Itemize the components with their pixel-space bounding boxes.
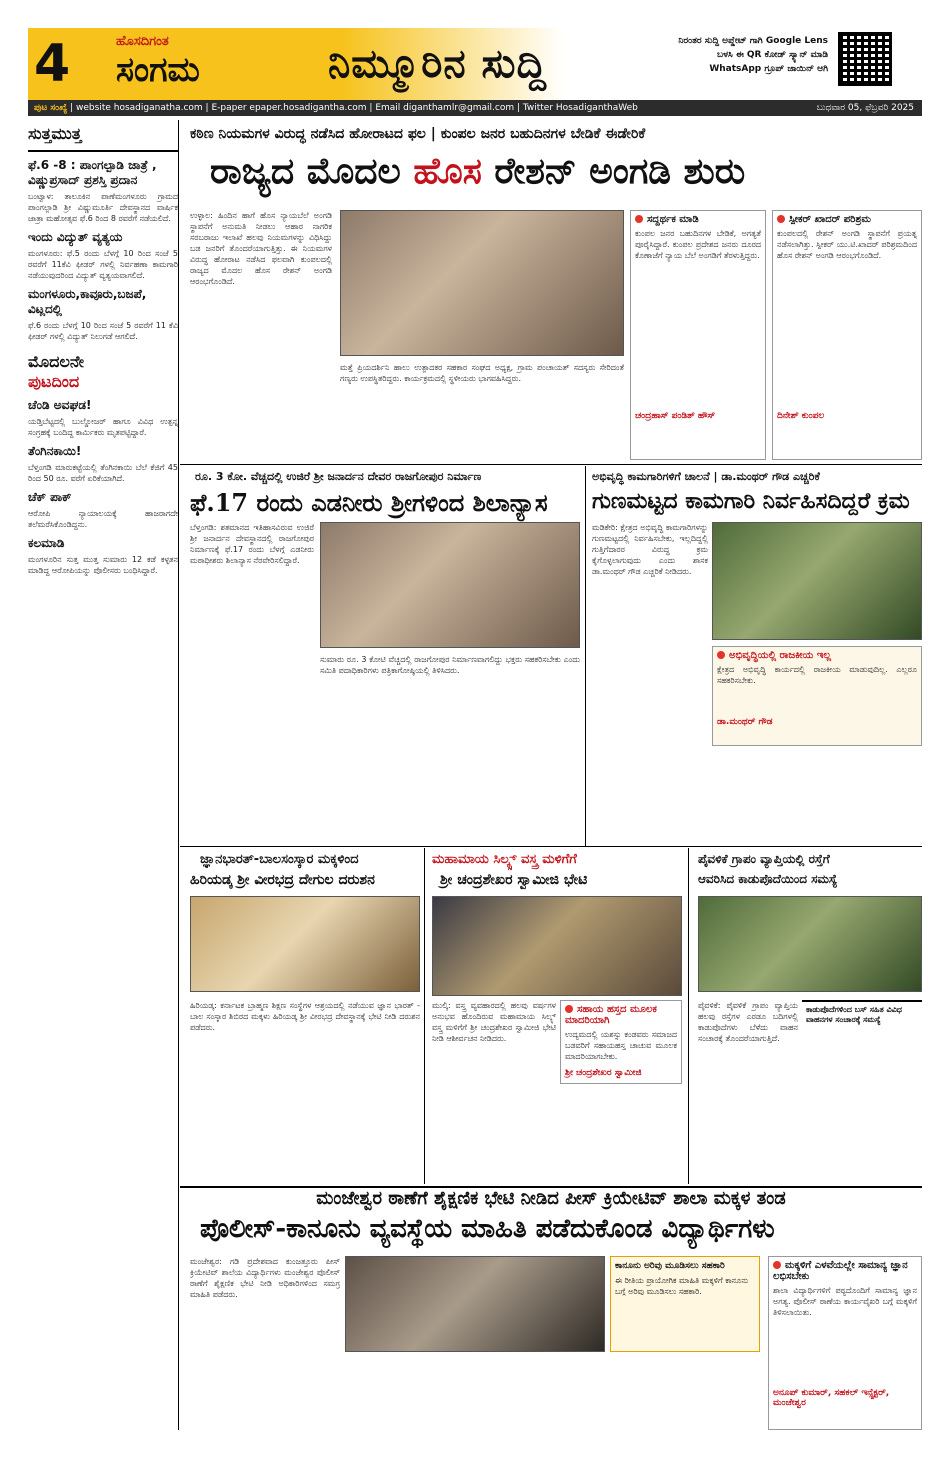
story3-body: ಮಡಿಕೇರಿ: ಕ್ಷೇತ್ರದ ಅಭಿವೃದ್ಧಿ ಕಾಮಗಾರಿಗಳನ್ನು ಗುಣಮಟ್ಟದಲ್ಲಿ ನಿರ್ವಹಿಸಬೇಕು, ಇಲ್ಲದಿದ್ದಲ್ಲಿ ಗುತ್ತಿಗೆದಾರರ ವಿರುದ್ಧ ಕ್ರಮ ಕೈಗೊಳ್ಳಲಾಗುವುದು ಎಂದು ಶಾಸಕ ಡಾ.ಮಂಥರ್ ಗೌಡ ಎಚ್ಚರಿಕೆ ನೀಡಿದರು. — [592, 523, 708, 576]
brand-small: ಹೊಸದಿಗಂತ — [116, 34, 169, 49]
story2-photo — [320, 522, 580, 648]
story7-pill-body: ಈ ರೀತಿಯ ಪ್ರಾಯೋಗಿಕ ಮಾಹಿತಿ ಮಕ್ಕಳಿಗೆ ಕಾನೂನು ಬಗ್ಗೆ ಅರಿವು ಮೂಡಿಸಲು ಸಹಕಾರಿ. — [615, 1276, 749, 1296]
story3-box — [712, 646, 922, 746]
story6-headline1: ಪೈವಳಿಕೆ ಗ್ರಾಪಂ ವ್ಯಾಪ್ತಿಯಲ್ಲಿ ರಸ್ತೆಗೆ — [698, 852, 830, 866]
page-label: ಪುಟ ಸಂಖ್ಯೆ — [34, 103, 68, 113]
story4-body: ಹಿರಿಯಡ್ಕ: ಕರ್ನಾಟಕ ಬ್ರಾಹ್ಮಣ ಶಿಕ್ಷಣ ಸಂಸ್ಥೆಗಳ ಆಶ್ರಯದಲ್ಲಿ ನಡೆಯುವ ಜ್ಞಾನ ಭಾರತ್ - ಬಾಲ ಸಂಸ್ಕಾರ ಶಿಬಿರದ ಮಕ್ಕಳು ಹಿರಿಯಡ್ಕ ಶ್ರೀ ವೀರಭದ್ರ ದೇವಸ್ಥಾನಕ್ಕೆ ಭೇಟಿ ನೀಡಿ ದರುಶನ ಪಡೆದರು. — [190, 1001, 420, 1032]
story3-box-byline: ಡಾ.ಮಂಥರ್ ಗೌಡ — [717, 717, 773, 727]
first-page-label: ಮೊದಲನೇ — [28, 352, 84, 371]
story6-box-title: ಕಾಡುಪೊದೆಗಳಿಂದ ಬಸ್ ಸಹಿತ ವಿವಿಧ ವಾಹನಗಳ ಸಂಚಾರಕ್ಕೆ ಸಮಸ್ಯೆ — [806, 1005, 902, 1024]
story2-headline: ಫೆ.17 ರಂದು ಎಡನೀರು ಶ್ರೀಗಳಿಂದ ಶಿಲಾನ್ಯಾಸ — [190, 488, 548, 517]
box2-byline: ದಿನೇಶ್ ಕುಂಪಲ — [777, 411, 825, 421]
story6-photo — [698, 896, 922, 992]
quote-icon — [565, 1005, 573, 1013]
quote-icon — [635, 215, 643, 223]
box1-body: ಕುಂಪಲ ಜನರ ಬಹುದಿನಗಳ ಬೇಡಿಕೆ, ಅಗತ್ಯತೆ ಪೂರೈಸಿದ್ದಾರೆ. ಕುಂಪಲ ಪ್ರದೇಶದ ಜನರು ದೂರದ ಕೊಣಾಜೆಗೆ ನ್ಯಾಯ ಬೆಲೆ ಅಂಗಡಿಗೆ ತೆರಳುತ್ತಿದ್ದರು. — [635, 229, 761, 260]
story1-box2 — [772, 210, 922, 460]
story5-box-title: ಸಹಾಯ ಹಸ್ತದ ಮೂಲಕ ಮಾದರಿಯಾಗಿ — [565, 1004, 657, 1026]
brief-title: ಫೆ.6 -8 : ಪಾಂಗಲ್ಪಾಡಿ ಜಾತ್ರೆ , ವಿಷ್ಣುಪ್ರಸಾದ್ ಪ್ರಶಸ್ತಿ ಪ್ರದಾನ — [28, 158, 157, 187]
column-divider — [178, 120, 179, 1430]
story3-headline: ಗುಣಮಟ್ಟದ ಕಾಮಗಾರಿ ನಿರ್ವಹಿಸದಿದ್ದರೆ ಕ್ರಮ — [592, 488, 910, 514]
story7-headline: ಪೊಲೀಸ್-ಕಾನೂನು ವ್ಯವಸ್ಥೆಯ ಮಾಹಿತಿ ಪಡೆದುಕೊಂಡ ವಿದ್ಯಾರ್ಥಿಗಳು — [200, 1214, 775, 1244]
brief-body: ಫೆ.6 ರಂದು ಬೆಳಗ್ಗೆ 10 ರಿಂದ ಸಂಜೆ 5 ರವರೆಗೆ 11 ಕೆವಿ ಫೀಡರ್ ಗಳಲ್ಲಿ ವಿದ್ಯುತ್ ನಿಲುಗಡೆ ಆಗಲಿದೆ. — [28, 321, 178, 341]
story7-box-byline: ಅನೂಪ್ ಕುಮಾರ್, ಸಹಕಲ್ ಇನ್ಸ್ಪೆಕ್ಟರ್, ಮಂಜೇಶ್ವರ — [773, 1388, 890, 1408]
story4-photo — [190, 896, 420, 992]
story1-headline — [210, 150, 745, 193]
qr-code[interactable] — [838, 32, 892, 86]
story3-box-title: ಅಭಿವೃದ್ಧಿಯಲ್ಲಿ ರಾಜಕೀಯ ಇಲ್ಲ — [729, 650, 832, 661]
story7-pill — [610, 1256, 760, 1352]
box1-byline: ಚಂದ್ರಹಾಸ್ ಪಂಡಿತ್ ಹೌಸ್ — [635, 411, 716, 421]
story5-box — [560, 1000, 682, 1084]
story7-box-title: ಮಕ್ಕಳಿಗೆ ಎಳವೆಯಲ್ಲೇ ಸಾಮಾನ್ಯ ಜ್ಞಾನ ಲಭಿಸಬೇಕು — [773, 1260, 908, 1282]
masthead — [28, 28, 922, 100]
issue-date: ಬುಧವಾರ 05, ಫೆಬ್ರವರಿ 2025 — [816, 103, 914, 113]
divider — [424, 848, 425, 1184]
story1-box1 — [630, 210, 766, 460]
story4-headline1: ಜ್ಞಾನಭಾರತ್-ಬಾಲಸಂಸ್ಕಾರ ಮಕ್ಕಳಿಂದ — [200, 852, 359, 867]
brand-name: ಸಂಗಮ — [116, 50, 200, 90]
brief-title: ಮಂಗಳೂರು,ಕಾವೂರು,ಬಜಪೆ, ವಿಟ್ಲದಲ್ಲಿ — [28, 287, 147, 316]
story1-kicker: ಕಠಿಣ ನಿಯಮಗಳ ವಿರುದ್ಧ ನಡೆಸಿದ ಹೋರಾಟದ ಫಲ | ಕುಂಪಲ ಜನರ ಬಹುದಿನಗಳ ಬೇಡಿಕೆ ಈಡೇರಿಕೆ — [190, 126, 646, 142]
story5-body: ಮುಲ್ಕಿ: ವಸ್ತ್ರ ವ್ಯವಹಾರದಲ್ಲಿ ಹಲವು ವರ್ಷಗಳ ಅನುಭವ ಹೊಂದಿರುವ ಮಹಾಮಾಯ ಸಿಲ್ಕ್ಸ್ ವಸ್ತ್ರ ಮಳಿಗೆಗೆ ಶ್ರೀ ಚಂದ್ರಶೇಖರ ಸ್ವಾಮೀಜಿ ಭೇಟಿ ನೀಡಿ ಆಶೀರ್ವಚನ ನೀಡಿದರು. — [432, 1001, 556, 1043]
story3-box-body: ಕ್ಷೇತ್ರದ ಅಭಿವೃದ್ಧಿ ಕಾರ್ಯದಲ್ಲಿ ರಾಜಕೀಯ ಮಾಡುವುದಿಲ್ಲ. ಎಲ್ಲರೂ ಸಹಕರಿಸಬೇಕು. — [717, 665, 917, 685]
brief-title: ಚೆಂಡಿ ಅವಘಡ! — [28, 398, 92, 412]
box2-title: ಸ್ಪೀಕರ್ ಖಾದರ್ ಪರಿಶ್ರಮ — [789, 214, 871, 225]
story5-box-body: ಉದ್ಯಮದಲ್ಲಿ ಯಶಸ್ಸು ಕಂಡವರು ಸಮಾಜದ ಬಡವರಿಗೆ ಸಹಾಯಹಸ್ತ ಚಾಚುವ ಮೂಲಕ ಮಾದರಿಯಾಗಬೇಕು. — [565, 1030, 677, 1061]
story7-kicker: ಮಂಜೇಶ್ವರ ಠಾಣೆಗೆ ಶೈಕ್ಷಣಿಕ ಭೇಟಿ ನೀಡಿದ ಪೀಸ್ ಕ್ರಿಯೇಟಿವ್ ಶಾಲಾ ಮಕ್ಕಳ ತಂಡ — [316, 1188, 786, 1209]
story5-headline1: ಮಹಾಮಾಯ ಸಿಲ್ಕ್ಸ್ ವಸ್ತ್ರ ಮಳಿಗೆಗೆ — [432, 852, 577, 867]
info-bar: ಪುಟ ಸಂಖ್ಯೆ | website hosadiganatha.com | E-paper epaper.hosadigantha.com | Email diganthamlr@gmail.com | Twitter HosadiganthaWeb ಬುಧವಾರ 05, ಫೆಬ್ರವರಿ 2025 — [28, 100, 922, 116]
story5-headline2: ಶ್ರೀ ಚಂದ್ರಶೇಖರ ಸ್ವಾಮೀಜಿ ಭೇಟಿ — [440, 872, 588, 888]
story7-pill-title: ಕಾನೂನು ಅರಿವು ಮೂಡಿಸಲು ಸಹಕಾರಿ — [615, 1261, 725, 1271]
story1-headline-b: ರೇಶನ್ ಅಂಗಡಿ ಶುರು — [481, 150, 746, 192]
divider — [180, 464, 922, 465]
story4-headline2: ಹಿರಿಯಡ್ಕ ಶ್ರೀ ವೀರಭದ್ರ ದೇಗುಲ ದರುಶನ — [190, 872, 375, 888]
brief-body: ಬಂಟ್ವಾಳ: ತಾಲೂಕಿನ ಪಾಣೆಮಂಗಳೂರು ಗ್ರಾಮದ ಪಾಂಗಲ್ಪಾಡಿ ಶ್ರೀ ವಿಷ್ಣುಮೂರ್ತಿ ದೇವಸ್ಥಾನದ ವಾರ್ಷಿಕ ಜಾತ್ರಾ ಮಹೋತ್ಸವ ಫೆ.6 ರಿಂದ 8 ರವರೆಗೆ ನಡೆಯಲಿದೆ. — [28, 192, 178, 223]
story2-body2: ಸುಮಾರು ರೂ. 3 ಕೋಟಿ ವೆಚ್ಚದಲ್ಲಿ ರಾಜಗೋಪುರ ನಿರ್ಮಾಣವಾಗಲಿದ್ದು ಭಕ್ತರು ಸಹಕರಿಸಬೇಕು ಎಂದು ಸಮಿತಿ ಪದಾಧಿಕಾರಿಗಳು ಪತ್ರಿಕಾಗೋಷ್ಠಿಯಲ್ಲಿ ತಿಳಿಸಿದರು. — [320, 655, 580, 675]
brief-title: ಇಂದು ವಿದ್ಯುತ್ ವ್ಯತ್ಯಯ — [28, 230, 123, 244]
brief-body: ಆರೋಪಿ ನ್ಯಾಯಾಲಯಕ್ಕೆ ಹಾಜರಾಗದೇ ತಲೆಮರೆಸಿಕೊಂಡಿದ್ದನು. — [28, 509, 178, 529]
quote-icon — [777, 215, 785, 223]
story3-photo — [712, 522, 922, 640]
quote-icon — [773, 1261, 781, 1269]
brief-title: ಕಲಮಾಡಿ — [28, 536, 65, 550]
brief-title: ತೆಂಗಿನಕಾಯಿ! — [28, 444, 82, 458]
story7-box-body: ಶಾಲಾ ವಿದ್ಯಾರ್ಥಿಗಳಿಗೆ ಪಠ್ಯದೊಂದಿಗೆ ಸಾಮಾನ್ಯ ಜ್ಞಾನ ಅಗತ್ಯ. ಪೊಲೀಸ್ ಠಾಣೆಯ ಕಾರ್ಯವೈಖರಿ ಬಗ್ಗೆ ಮಕ್ಕಳಿಗೆ ತಿಳಿಸಲಾಯಿತು. — [773, 1286, 917, 1317]
story1-headline-highlight: ಹೊಸ — [413, 150, 482, 192]
epaper-link[interactable]: E-paper epaper.hosadigantha.com — [211, 103, 367, 113]
section-title: ಸುತ್ತಮುತ್ತ — [28, 120, 178, 152]
story2-body: ಬೆಳ್ತಂಗಡಿ: ಶತಮಾನದ ಇತಿಹಾಸವಿರುವ ಉಜಿರೆ ಶ್ರೀ ಜನಾರ್ದನ ದೇವಸ್ಥಾನದಲ್ಲಿ ರಾಜಗೋಪುರ ನಿರ್ಮಾಣಕ್ಕೆ ಫೆ.17 ರಂದು ಬೆಳಗ್ಗೆ ಎಡನೀರು ಮಠಾಧೀಶರು ಶಿಲಾನ್ಯಾಸ ನೆರವೇರಿಸಲಿದ್ದಾರೆ. — [190, 523, 314, 565]
left-column — [28, 120, 178, 1430]
brief-body: ಮಂಗಳೂರಿನ ಸುತ್ತ ಮುತ್ತ ಸುಮಾರು 12 ಕಡೆ ಕಳ್ಳತನ ಮಾಡಿದ್ದ ಆರೋಪಿಯನ್ನು ಪೊಲೀಸರು ಬಂಧಿಸಿದ್ದಾರೆ. — [28, 555, 178, 575]
story7-body: ಮಂಜೇಶ್ವರ: ಗಡಿ ಪ್ರದೇಶವಾದ ಕುಂಜತ್ತೂರು ಪೀಸ್ ಕ್ರಿಯೇಟಿವ್ ಶಾಲೆಯ ವಿದ್ಯಾರ್ಥಿಗಳು ಮಂಜೇಶ್ವರ ಪೊಲೀಸ್ ಠಾಣೆಗೆ ಶೈಕ್ಷಣಿಕ ಭೇಟಿ ನೀಡಿ ಅಧಿಕಾರಿಗಳಿಂದ ಸಮಗ್ರ ಮಾಹಿತಿ ಪಡೆದರು. — [190, 1257, 340, 1299]
quote-icon — [717, 651, 725, 659]
story6-box — [802, 1000, 922, 1060]
brief-body: ಮಂಗಳೂರು: ಫೆ.5 ರಂದು ಬೆಳಗ್ಗೆ 10 ರಿಂದ ಸಂಜೆ 5 ರವರೆಗೆ 11ಕೆವಿ ಫೀಡರ್ ಗಳಲ್ಲಿ ನಿರ್ವಹಣಾ ಕಾಮಗಾರಿ ನಡೆಯುವುದರಿಂದ ವಿದ್ಯುತ್ ವ್ಯತ್ಯಯವಾಗಲಿದೆ. — [28, 249, 178, 280]
story7-box — [768, 1256, 922, 1430]
brief-body: ಯಡ್ತಿಬೆಟ್ಟದಲ್ಲಿ ಬುಲ್ಡೋಜರ್ ಹಾಗೂ ವಿವಿಧ ಉತ್ಪನ್ನ ಸಂಗ್ರಹಕ್ಕೆ ಬಂದಿದ್ದ ಕಾರ್ಮಿಕರು ಮೃತಪಟ್ಟಿದ್ದಾರೆ. — [28, 417, 178, 437]
divider — [688, 848, 689, 1184]
story1-photo — [340, 210, 624, 356]
brief-body: ಬೆಳ್ತಂಗಡಿ ಮಾರುಕಟ್ಟೆಯಲ್ಲಿ ತೆಂಗಿನಕಾಯಿ ಬೆಲೆ ಕೆಜಿಗೆ 45 ರಿಂದ 50 ರೂ. ವರೆಗೆ ಏರಿಕೆಯಾಗಿದೆ. — [28, 463, 178, 483]
story1-body2: ಮತ್ತೆ ಪ್ರಿಯದರ್ಶಿನಿ ಹಾಲು ಉತ್ಪಾದಕರ ಸಹಕಾರ ಸಂಘದ ಅಧ್ಯಕ್ಷ, ಗ್ರಾಮ ಪಂಚಾಯತ್ ಸದಸ್ಯರು ಸೇರಿದಂತೆ ಗಣ್ಯರು ಉಪಸ್ಥಿತರಿದ್ದರು. ಕಾರ್ಯಕ್ರಮದಲ್ಲಿ ಸ್ಥಳೀಯರು ಭಾಗವಹಿಸಿದ್ದರು. — [340, 363, 624, 383]
box2-body: ಕುಂಪಲದಲ್ಲಿ ರೇಶನ್ ಅಂಗಡಿ ಸ್ಥಾಪನೆಗೆ ಪ್ರಯತ್ನ ನಡೆಸಲಾಗಿತ್ತು. ಸ್ಪೀಕರ್ ಯು.ಟಿ.ಖಾದರ್ ಪರಿಶ್ರಮದಿಂದ ಹೊಸ ರೇಶನ್ ಅಂಗಡಿ ಆರಂಭಗೊಂಡಿದೆ. — [777, 229, 917, 260]
story5-photo — [432, 896, 682, 996]
divider — [180, 846, 922, 847]
first-page-label2: ಪುಟದಿಂದ — [28, 372, 80, 391]
story7-photo — [345, 1256, 605, 1352]
story6-body: ಪೈವಳಿಕೆ: ಪೈವಳಿಕೆ ಗ್ರಾಪಂ ವ್ಯಾಪ್ತಿಯ ಹಲವು ರಸ್ತೆಗಳ ಎರಡೂ ಬದಿಗಳಲ್ಲಿ ಕಾಡುಪೊದೆಗಳು ಬೆಳೆದು ವಾಹನ ಸಂಚಾರಕ್ಕೆ ತೊಂದರೆಯಾಗುತ್ತಿದೆ. — [698, 1001, 798, 1043]
story1-body: ಉಳ್ಳಾಲ: ಹಿಂದಿನ ಹಾಗೆ ಹೊಸ ನ್ಯಾಯಬೆಲೆ ಅಂಗಡಿ ಸ್ಥಾಪನೆಗೆ ಅನುಮತಿ ನೀಡಲು ಆಹಾರ ನಾಗರಿಕ ಸರಬರಾಜು ಇಲಾಖೆ ಹಲವು ನಿಯಮಗಳನ್ನು ವಿಧಿಸಿದ್ದು ಬಡ ಜನರಿಗೆ ತೊಂದರೆಯಾಗುತ್ತಿತ್ತು. ಈ ನಿಯಮಗಳ ವಿರುದ್ಧ ಹೋರಾಟ ನಡೆಸಿದ ಫಲವಾಗಿ ಕುಂಪಲದಲ್ಲಿ ರಾಜ್ಯದ ಮೊದಲ ಹೊಸ ರೇಶನ್ ಅಂಗಡಿ ಆರಂಭಗೊಂಡಿದೆ. — [190, 211, 332, 286]
email-link[interactable]: Email diganthamlr@gmail.com — [375, 103, 515, 113]
story2-kicker: ರೂ. 3 ಕೋ. ವೆಚ್ಚದಲ್ಲಿ ಉಜಿರೆ ಶ್ರೀ ಜನಾರ್ದನ ದೇವರ ರಾಜಗೋಪುರ ನಿರ್ಮಾಣ — [195, 470, 482, 483]
qr-caption: ನಿರಂತರ ಸುದ್ದಿ ಅಪ್ಡೇಟ್ ಗಾಗಿ Google Lens ಬಳಸಿ ಈ QR ಕೋಡ್ ಸ್ಕ್ಯಾನ್ ಮಾಡಿ WhatsApp ಗ್ರೂಪ್ ಜಾಯಿನ್ ಆಗಿ — [678, 36, 828, 74]
masthead-title: ನಿಮ್ಮೂರಿನ ಸುದ್ದಿ — [328, 40, 547, 87]
story1-headline-a: ರಾಜ್ಯದ ಮೊದಲ — [210, 150, 414, 192]
story6-headline2: ಆವರಿಸಿದ ಕಾಡುಪೊದೆಯಿಂದ ಸಮಸ್ಯೆ — [698, 872, 838, 886]
twitter-link[interactable]: Twitter HosadiganthaWeb — [522, 103, 638, 113]
website-link[interactable]: website hosadiganatha.com — [76, 103, 203, 113]
divider — [585, 466, 586, 846]
page-number: 4 — [34, 34, 71, 94]
box1-title: ಸದ್ದರ್ಥಕ ಮಾಡಿ — [647, 214, 699, 225]
story3-kicker: ಅಭಿವೃದ್ಧಿ ಕಾಮಗಾರಿಗಳಿಗೆ ಚಾಲನೆ | ಡಾ.ಮಂಥರ್ ಗೌಡ ಎಚ್ಚರಿಕೆ — [592, 470, 820, 483]
first-page-heading — [28, 352, 178, 392]
brief-title: ಚೆಕ್ ಪಾಕ್ — [28, 490, 72, 504]
story5-box-byline: ಶ್ರೀ ಚಂದ್ರಶೇಖರ ಸ್ವಾಮೀಜಿ — [565, 1068, 642, 1078]
